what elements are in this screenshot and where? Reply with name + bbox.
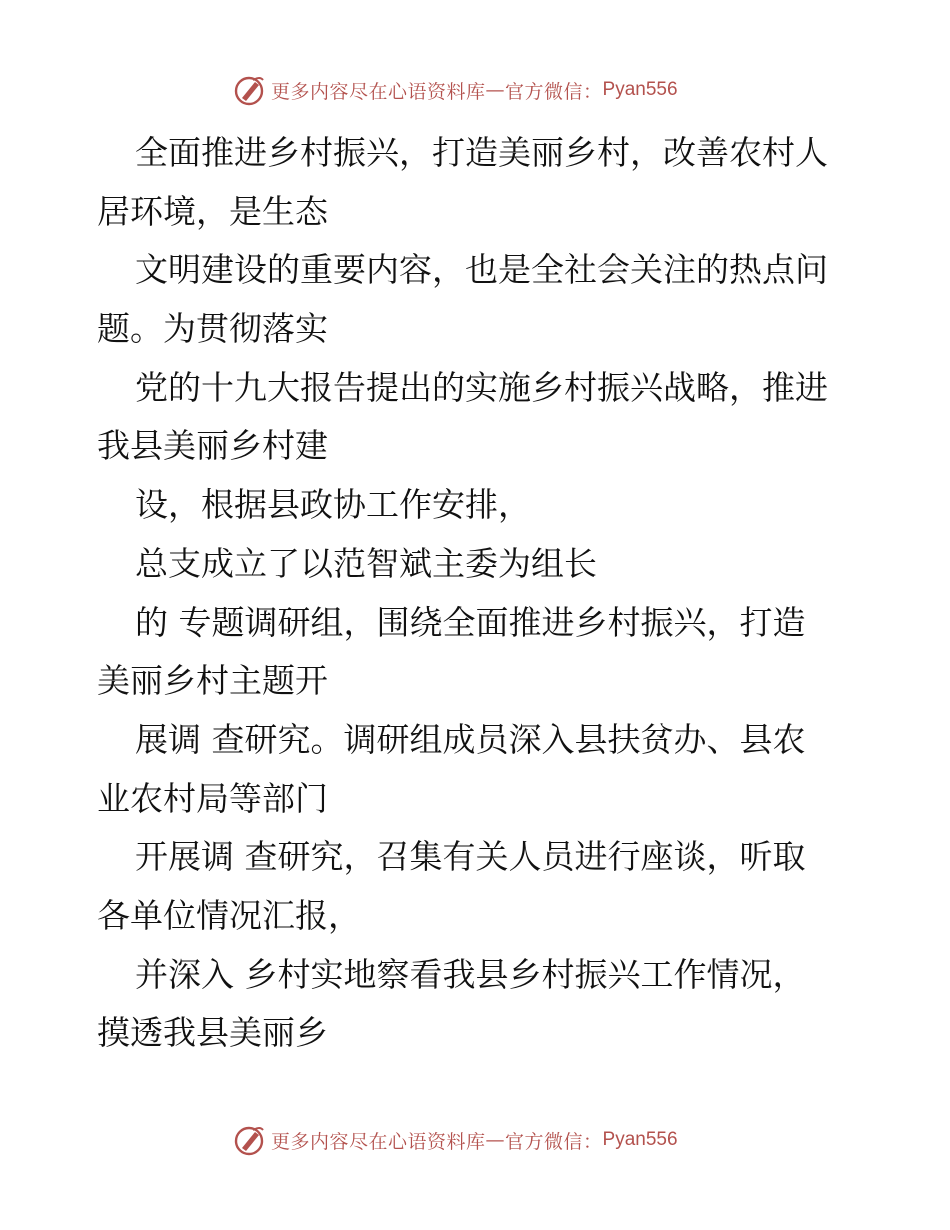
footer-banner <box>0 1120 950 1160</box>
banner-title: 更多内容尽在心语资料库 <box>271 80 486 103</box>
pen-logo-icon <box>233 1124 265 1156</box>
body-line: 我县美丽乡村建 <box>97 426 328 466</box>
header-banner <box>0 70 950 110</box>
body-line: 设，根据县政协工作安排， <box>135 485 531 525</box>
body-line: 总支成立了以范智斌主委为组长 <box>135 543 597 583</box>
body-line: 并深入 乡村实地察看我县乡村振兴工作情况， <box>135 954 806 994</box>
body-line: 各单位情况汇报， <box>97 895 361 935</box>
body-line: 居环境，是生态 <box>97 191 328 231</box>
body-line: 业农村局等部门 <box>97 778 328 818</box>
body-line: 的 专题调研组，围绕全面推进乡村振兴，打造 <box>135 602 806 642</box>
document-body <box>97 124 877 1063</box>
body-line: 展调 查研究。调研组成员深入县扶贫办、县农 <box>135 719 806 759</box>
banner-separator: — <box>485 79 506 101</box>
body-line: 美丽乡村主题开 <box>97 661 328 701</box>
body-line: 摸透我县美丽乡 <box>97 1013 328 1053</box>
banner-wechat-code: Pyan556 <box>602 79 678 100</box>
banner-wechat-label: 官方微信： <box>505 1130 603 1153</box>
body-line: 题。为贯彻落实 <box>97 309 328 349</box>
banner-title: 更多内容尽在心语资料库 <box>271 1130 486 1153</box>
banner-wechat-label: 官方微信： <box>505 80 603 103</box>
pen-logo-icon <box>233 74 265 106</box>
body-line: 党的十九大报告提出的实施乡村振兴战略，推进 <box>135 367 828 407</box>
banner-separator: — <box>485 1129 506 1151</box>
body-line: 文明建设的重要内容，也是全社会关注的热点问 <box>135 250 828 290</box>
body-line: 全面推进乡村振兴，打造美丽乡村，改善农村人 <box>135 133 828 172</box>
body-line: 开展调 查研究，召集有关人员进行座谈，听取 <box>135 837 806 877</box>
banner-wechat-code: Pyan556 <box>602 1129 678 1150</box>
